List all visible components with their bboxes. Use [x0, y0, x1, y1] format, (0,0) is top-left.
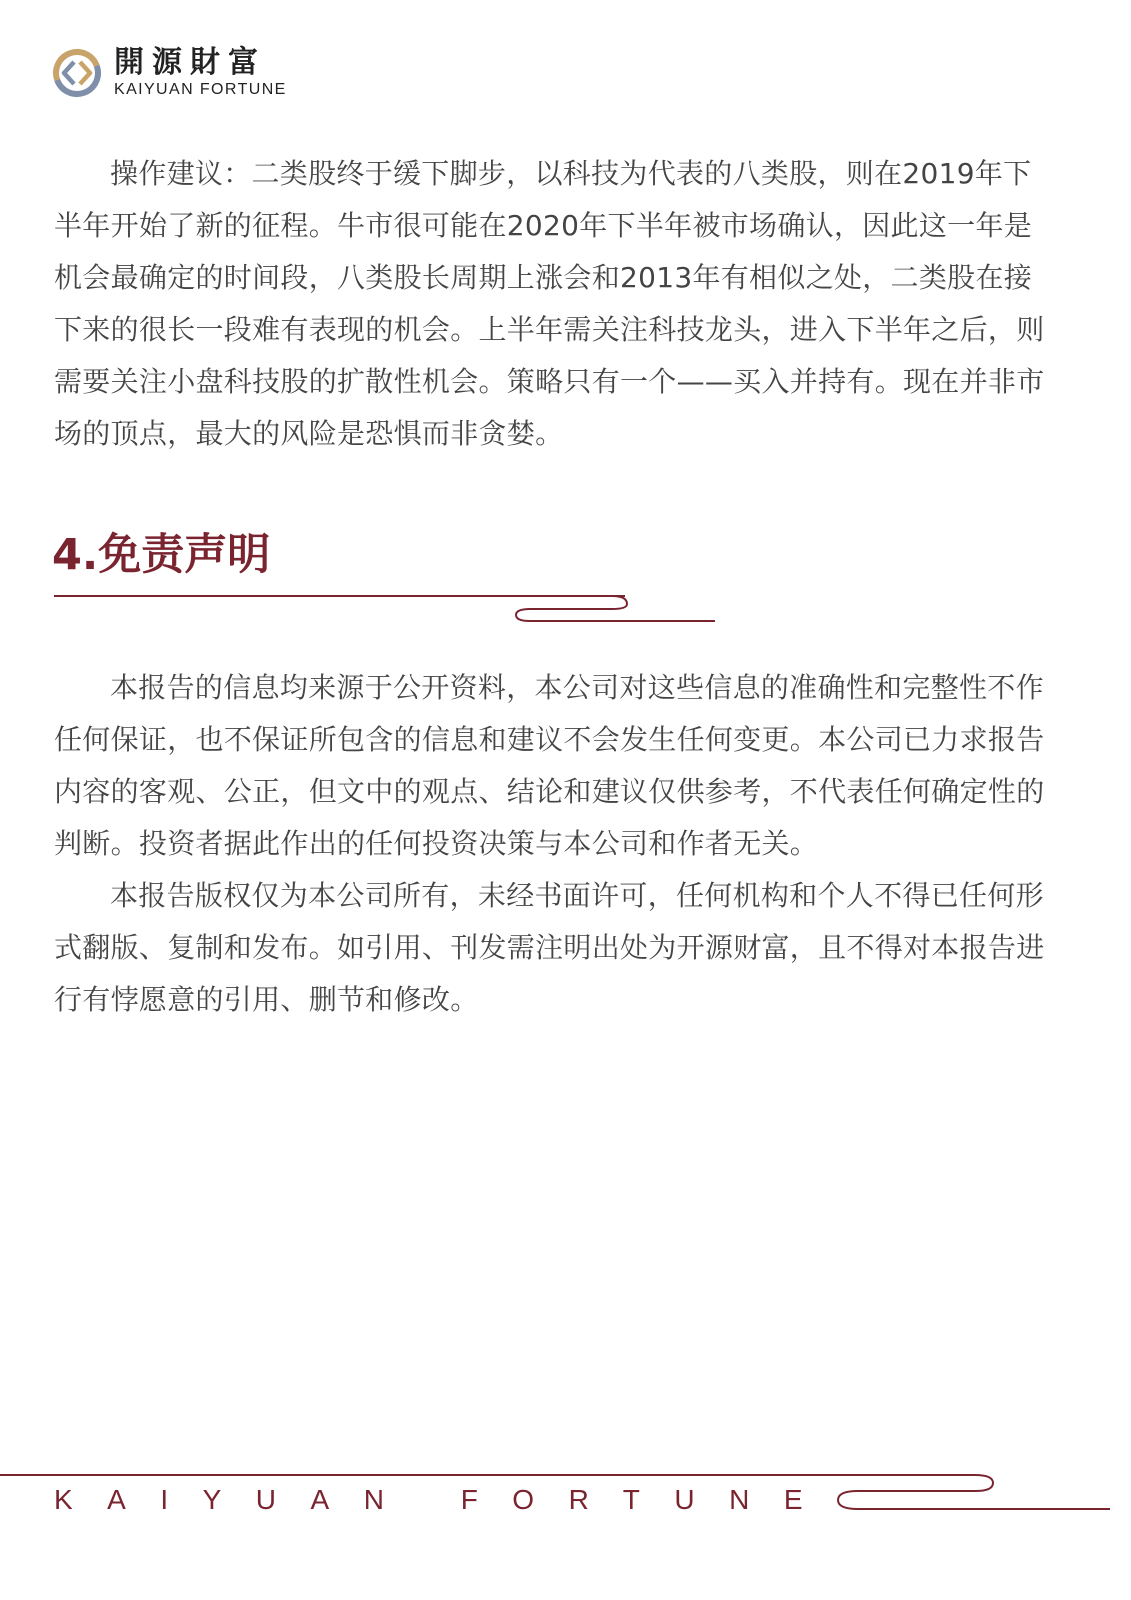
disclaimer-paragraph-1: 本报告的信息均来源于公开资料，本公司对这些信息的准确性和完整性不作任何保证，也不保证所包含的信息和建议不会发生任何变更。本公司已力求报告内容的客观、公正，但文中的观点、结论和建议仅供参考，不代表任何确定性的判断。投资者据此作出的任何投资决策与本公司和作者无关。	[54, 671, 1045, 860]
section-heading: 4.免责声明	[52, 530, 271, 580]
heading-divider	[0, 590, 1131, 630]
company-logo	[52, 46, 287, 100]
footer-wordmark: KAIYUAN FORTUNE	[54, 1484, 838, 1515]
logo-chinese-name: 開源財富	[114, 45, 266, 80]
disclaimer-paragraph-2: 本报告版权仅为本公司所有，未经书面许可，任何机构和个人不得已任何形式翻版、复制和发布。如引用、刊发需注明出处为开源财富，且不得对本报告进行有悖愿意的引用、删节和修改。	[54, 879, 1045, 1016]
logo-english-name: KAIYUAN FORTUNE	[114, 81, 287, 98]
kaiyuan-logo-icon	[52, 48, 102, 98]
advice-paragraph: 操作建议：二类股终于缓下脚步，以科技为代表的八类股，则在2019年下半年开始了新的征程。牛市很可能在2020年下半年被市场确认，因此这一年是机会最确定的时间段，八类股长周期上涨会和2013年有相似之处，二类股在接下来的很长一段难有表现的机会。上半年需关注科技龙头，进入下半年之后，则需要关注小盘科技股的扩散性机会。策略只有一个——买入并持有。现在并非市场的顶点，最大的风险是恐惧而非贪婪。	[54, 157, 1045, 450]
